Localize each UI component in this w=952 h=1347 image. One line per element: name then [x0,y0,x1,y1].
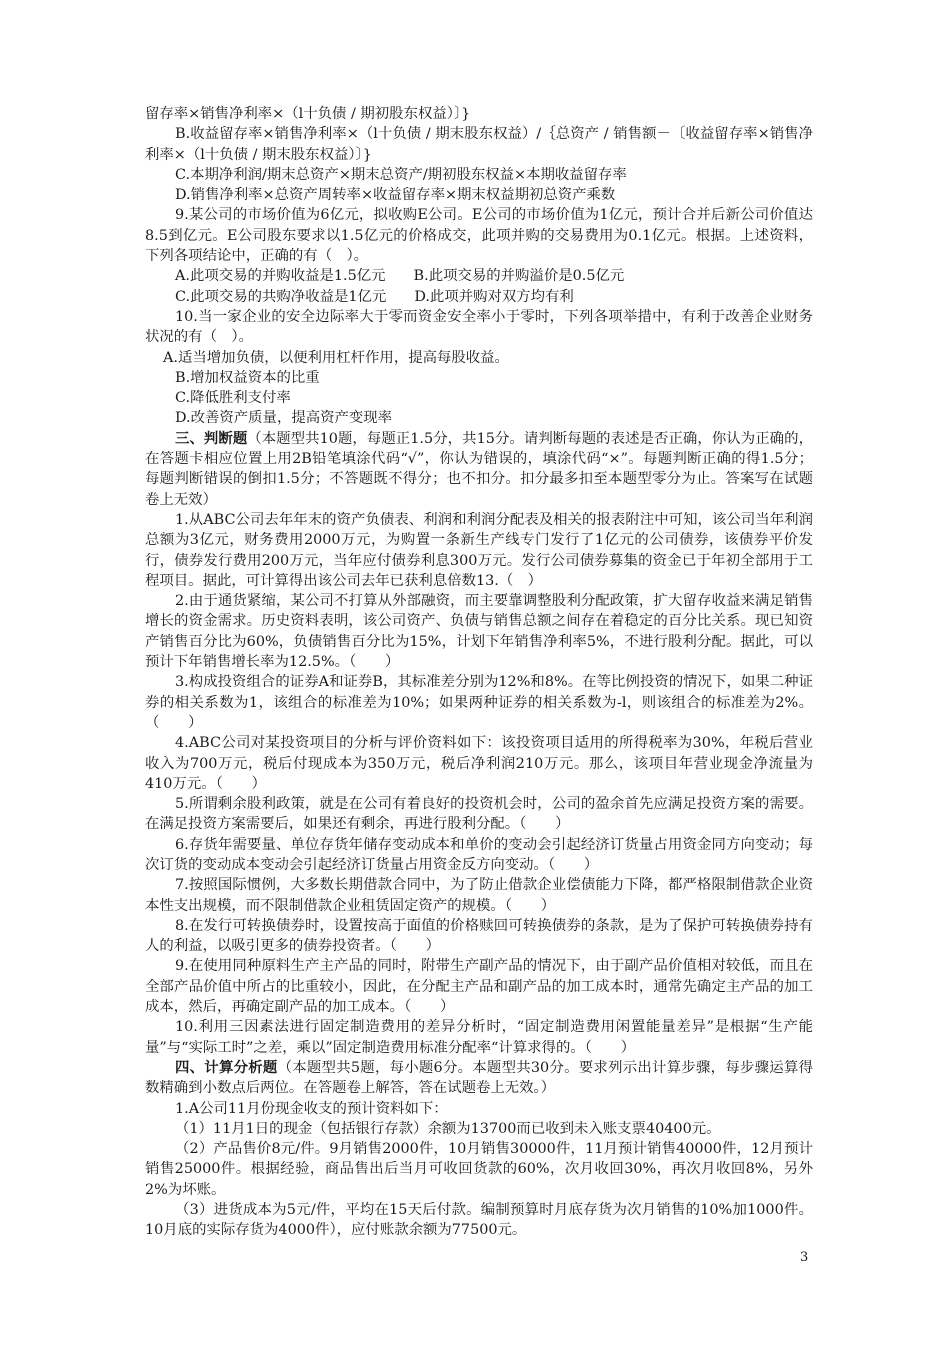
q9-option-c: C.此项交易的共购净收益是1亿元 [175,288,387,305]
section-3-desc: （本题型共10题，每题正1.5分，共15分。请判断每题的表述是否正确，你认为正确的，在答题卡相应位置上用2B铅笔填涂代码“√”，你认为错误的，填涂代码“×”。每题判断正确的得1.5分；每题判断错误的倒扣1.5分；不答题既不得分；也不扣分。扣分最多扣至本题型零分为止。答案写在试题卷上无效） [145,430,813,508]
judge-item-6: 6.存货年需要量、单位存货年储存变动成本和单价的变动会引起经济订货量占用资金同方向变动；每次订货的变动成本变动会引起经济订货量占用资金反方向变动。（ ） [145,836,813,873]
q9-option-a: A.此项交易的并购收益是1.5亿元 [175,268,386,285]
section-4-header [145,1058,813,1099]
question-9-options-row-2 [145,287,813,307]
judge-item-8: 8.在发行可转换债券时，设置按高于面值的价格赎回可转换债券的条款，是为了保护可转换债券持有人的利益，以吸引更多的债券投资者。（ ） [145,917,813,955]
document-page [145,104,813,1241]
question-10-stem: 10.当一家企业的安全边际率大于零而资金安全率小于零时，下列各项举措中，有利于改善企业财务状况的有（ ）。 [145,308,813,346]
section-4-desc: （本题型共5题，每小题6分。本题型共30分。要求列示出计算步骤，每步骤运算得数精确到小数点后两位。在答题卷上解答，答在试题卷上无效。） [145,1059,813,1097]
calc-q1-item-2: （2）产品售价8元/件。9月销售2000件，10月销售30000件，11月预计销售40000件，12月预计销售25000件。根据经验，商品售出后当月可收回货款的60%，次月收回30%，再次月收回8%，另外2%为坏账。 [145,1141,813,1198]
option-b: B.收益留存率×销售净利率×（l十负债 / 期末股东权益）/｛总资产 / 销售额－〔收益留存率×销售净利率×（l十负债 / 期末股东权益）〕} [145,126,813,163]
page-number: 3 [800,1250,809,1265]
q10-option-a: A.适当增加负债，以便利用杠杆作用，提高每股收益。 [163,349,509,366]
judge-item-2: 2.由于通货紧缩，某公司不打算从外部融资，而主要靠调整股利分配政策，扩大留存收益来满足销售增长的资金需求。历史资料表明，该公司资产、负债与销售总额之间存在着稳定的百分比关系。现已知资产销售百分比为60%，负债销售百分比为15%，计划下年销售净利率5%，不进行股利分配。据此，可以预计下年销售增长率为12.5%。（ ） [145,593,813,671]
judge-item-9: 9.在使用同种原料生产主产品的同时，附带生产副产品的情况下，由于副产品价值相对较低，而且在全部产品价值中所占的比重较小，因此，在分配主产品和副产品的加工成本时，通常先确定主产品的加工成本，然后，再确定副产品的加工成本。（ ） [145,958,813,1016]
q10-option-d: D.改善资产质量，提高资产变现率 [175,410,393,427]
q10-option-c: C.降低胜利支付率 [175,390,291,407]
section-3-title: 三、判断题 [175,429,248,447]
question-9-stem: 9.某公司的市场价值为6亿元，拟收购E公司。E公司的市场价值为1亿元，预计合并后新公司价值达8.5到亿元。E公司股东要求以1.5亿元的价格成交，此项并购的交易费用为0.1亿元。根据。上述资料，下列各项结论中，正确的有（ ）。 [145,207,813,265]
calc-q1-item-3: （3）进货成本为5元/件，平均在15天后付款。编制预算时月底存货为次月销售的10%加1000件。10月底的实际存货为4000件），应付账款余额为77500元。 [145,1202,813,1239]
option-c: C.本期净利润/期末总资产×期末总资产/期初股东权益×本期收益留存率 [175,166,627,183]
question-9-options-row-1 [145,266,813,286]
judge-item-7: 7.按照国际惯例，大多数长期借款合同中，为了防止借款企业偿债能力下降，都严格限制借款企业资本性支出规模，而不限制借款企业租赁固定资产的规模。（ ） [145,877,813,914]
judge-item-4: 4.ABC公司对某投资项目的分析与评价资料如下：该投资项目适用的所得税率为30%，年税后营业收入为700万元，税后付现成本为350万元，税后净利润210万元。那么，该项目年营业现金净流量为410万元。（ ） [145,735,813,792]
q9-option-d: D.此项并购对双方均有利 [414,288,574,305]
judge-item-10: 10.利用三因素法进行固定制造费用的差异分析时，“固定制造费用闲置能量差异”是根据“生产能量”与“实际工时”之差，乘以”固定制造费用标准分配率“计算求得的。（ ） [145,1019,813,1056]
judge-item-3: 3.构成投资组合的证券A和证券B，其标准差分别为12%和8%。在等比例投资的情况下，如果二种证券的相关系数为1，该组合的标准差为10%；如果两种证券的相关系数为-l，则该组合的标准差为2%。（ ） [145,674,813,731]
section-3-header [145,429,813,510]
q10-option-b: B.增加权益资本的比重 [175,369,320,386]
text-line: 留存率×销售净利率×（l十负债 / 期初股东权益）〕} [145,106,471,122]
calc-question-1-title: 1.A公司11月份现金收支的预计资料如下： [175,1100,448,1117]
section-4-title: 四、计算分析题 [175,1058,278,1076]
option-d: D.销售净利率×总资产周转率×收益留存率×期末权益期初总资产乘数 [175,187,616,204]
judge-item-5: 5.所谓剩余股利政策，就是在公司有着良好的投资机会时，公司的盈余首先应满足投资方案的需要。在满足投资方案需要后，如果还有剩余，再进行股利分配。（ ） [145,796,813,833]
q9-option-b: B.此项交易的并购溢价是0.5亿元 [413,268,625,285]
calc-q1-item-1: （1）11月1日的现金（包括银行存款）余额为13700而已收到未入账支票40400元。 [175,1120,721,1137]
judge-item-1: 1.从ABC公司去年年末的资产负债表、利润和利润分配表及相关的报表附注中可知，该公司当年利润总额为3亿元，财务费用2000万元，为购置一条新生产线专门发行了1亿元的公司债券，该债券平价发行，债券发行费用200万元，当年应付债券利息300万元。发行公司债券募集的资金已于年初全部用于工程项目。据此，可计算得出该公司去年已获利息倍数13.（ ） [145,511,813,589]
